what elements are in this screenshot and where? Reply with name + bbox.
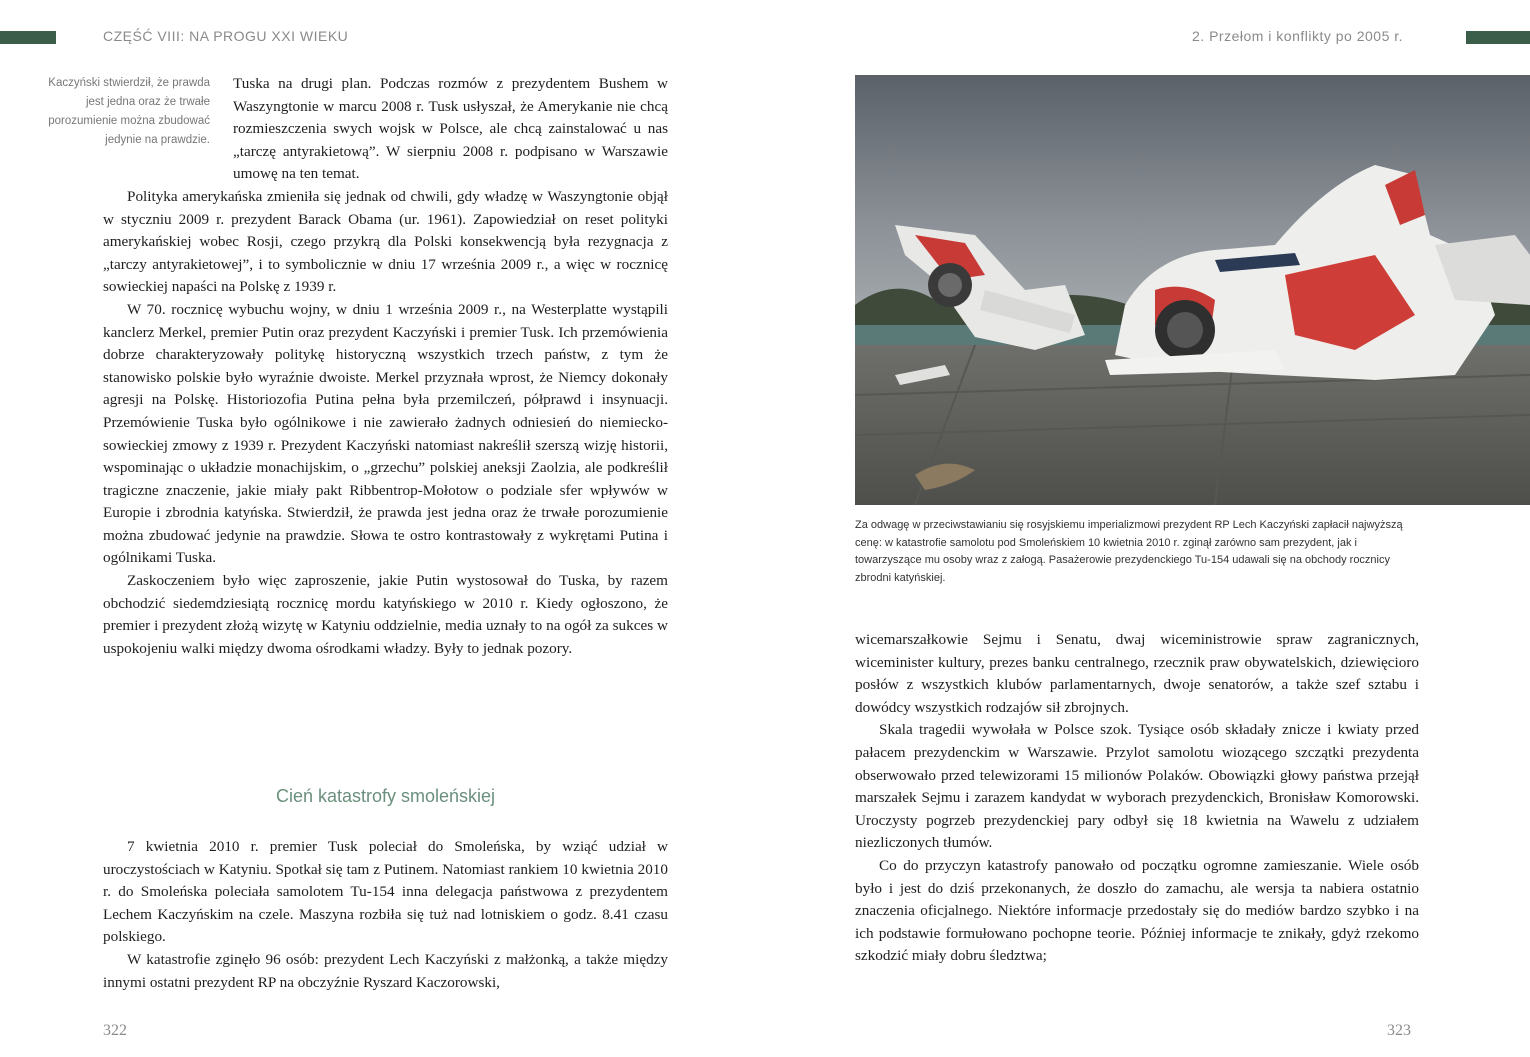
page-number-left: 322 — [103, 1022, 127, 1039]
photo-caption: Za odwagę w przeciwstawianiu się rosyjskiemu imperializmowi prezydent RP Lech Kaczyński zapłacił najwyższą cenę: w katastrofie samolotu pod Smoleńskiem 10 kwietnia 2010 r. zginął zarówno sam prezydent, jak i towarzyszące mu osoby wraz z załogą. Pasażerowie prezydenckiego Tu-154 udawali się na obchody rocznicy zbrodni katyńskiej. — [855, 519, 1403, 584]
section-title: Cień katastrofy smoleńskiej — [275, 786, 496, 806]
right-body — [855, 629, 1419, 968]
paragraph: W katastrofie zginęło 96 osób: prezydent Lech Kaczyński z małżonką, a także między innymi ostatni prezydent RP na obczyźnie Ryszard Kaczorowski, — [103, 950, 668, 991]
paragraph: W 70. rocznicę wybuchu wojny, w dniu 1 września 2009 r., na Westerplatte wystąpili kanclerz Merkel, premier Putin oraz prezydent Kaczyński i premier Tusk. Ich przemówienia dobrze charakteryzowały politykę historyczną wszystkich trzech państw, z tym że stanowisko polskie było wyraźnie dwoiste. Merkel przyznała wprost, że Niemcy dokonały agresji na Polskę. Historiozofia Putina pełna była przemilczeń, półprawd i insynuacji. Przemówienie Tuska było ogólnikowe i nie zawierało żadnych odniesień do niemiecko-sowieckiej zmowy z 1939 r. Prezydent Kaczyński natomiast nakreślił szerszą wizję historii, wspominając o układzie monachijskim, o „grzechu” polskiej aneksji Zaolzia, ale podkreślił tragiczne znaczenie, jakie miały pakt Ribbentrop-Mołotow o podziale sfer wpływów w Europie i zbrodnia katyńska. Stwierdził, że prawda jest jedna oraz że trwałe porozumienie można zbudować jedynie na prawdzie. Słowa te ostro kontrastowały z wykrętami Putina i ogólnikami Tuska. — [103, 300, 668, 567]
paragraph: Co do przyczyn katastrofy panowało od początku ogromne zamieszanie. Wiele osób było i jest do dziś przekonanych, że doszło do zamachu, ale wersja ta nabiera ostatnio znaczenia oficjalnego. Niektóre informacje przedostały się do mediów bardzo szybko i na ich podstawie formułowano pochopne teorie. Później informacje te znikały, gdyż rzekomo szkodzić miały dobru śledztwa; — [855, 856, 1419, 965]
page-number-right: 323 — [1387, 1022, 1411, 1039]
left-accent-bar — [0, 31, 56, 44]
left-body-bottom — [103, 836, 668, 994]
right-running-head: 2. Przełom i konflikty po 2005 r. — [1192, 28, 1404, 44]
paragraph: Tuska na drugi plan. Podczas rozmów z prezydentem Bushem w Waszyngtonie w marcu 2008 r. Tusk usłyszał, że Amerykanie nie chcą rozmieszczenia swych wojsk w Polsce, ale chcą zainstalować u nas „tarczę antyrakietową”. W sierpniu 2008 r. podpisano w Warszawie umowę na ten temat. — [233, 75, 668, 183]
photo-illustration — [855, 75, 1530, 505]
paragraph: wicemarszałkowie Sejmu i Senatu, dwaj wiceministrowie spraw zagranicznych, wiceminister kultury, prezes banku centralnego, rzecznik praw obywatelskich, dziewięcioro posłów z wszystkich klubów parlamentarnych, dwoje senatorów, a także szef sztabu i dowódcy wszystkich rodzajów sił zbrojnych. — [855, 631, 1419, 716]
right-accent-bar — [1466, 31, 1530, 44]
paragraph: Polityka amerykańska zmieniła się jednak od chwili, gdy władzę w Waszyngtonie objął w styczniu 2009 r. prezydent Barack Obama (ur. 1961). Zapowiedział on reset polityki amerykańskiej wobec Rosji, czego przykrą dla Polski konsekwencją była rezygnacja z „tarczy antyrakietowej”, i to symbolicznie w dniu 17 września 2009 r., a więc w rocznicę sowieckiej napaści na Polskę z 1939 r. — [103, 187, 668, 296]
paragraph: Skala tragedii wywołała w Polsce szok. Tysiące osób składały znicze i kwiaty przed pałacem prezydenckim w Warszawie. Przylot samolotu wiozącego szczątki prezydenta obserwowało przed telewizorami 15 milionów Polaków. Obowiązki głowy państwa przejął marszałek Sejmu i zarazem kandydat w wyborach prezydenckich, Bronisław Komorowski. Uroczysty pogrzeb prezydenckiej pary odbył się 18 kwietnia na Wawelu z udziałem niezliczonych tłumów. — [855, 721, 1419, 852]
paragraph: 7 kwietnia 2010 r. premier Tusk poleciał do Smoleńska, by wziąć udział w uroczystościach w Katyniu. Spotkał się tam z Putinem. Natomiast rankiem 10 kwietnia 2010 r. do Smoleńska poleciała samolotem Tu-154 inna delegacja państwowa z prezydentem Lechem Kaczyńskim na czele. Maszyna rozbiła się tuż nad lotniskiem o godz. 8.41 czasu polskiego. — [103, 838, 668, 946]
crash-wreckage-photo — [855, 75, 1530, 505]
left-body-top — [103, 73, 668, 660]
margin-note: Kaczyński stwierdził, że prawda jest jedna oraz że trwałe porozumienie można zbudować jedynie na prawdzie. — [48, 77, 210, 146]
paragraph: Zaskoczeniem było więc zaproszenie, jakie Putin wystosował do Tuska, by razem obchodzić siedemdziesiątą rocznicę mordu katyńskiego w 2010 r. Kiedy ogłoszono, że premier i prezydent złożą wizytę w Katyniu oddzielnie, media uznały to na ogół za sukces w uspokojeniu walki między dwoma ośrodkami władzy. Były to jednak pozory. — [103, 572, 668, 657]
left-running-head: CZĘŚĆ VIII: NA PROGU XXI WIEKU — [103, 28, 349, 44]
